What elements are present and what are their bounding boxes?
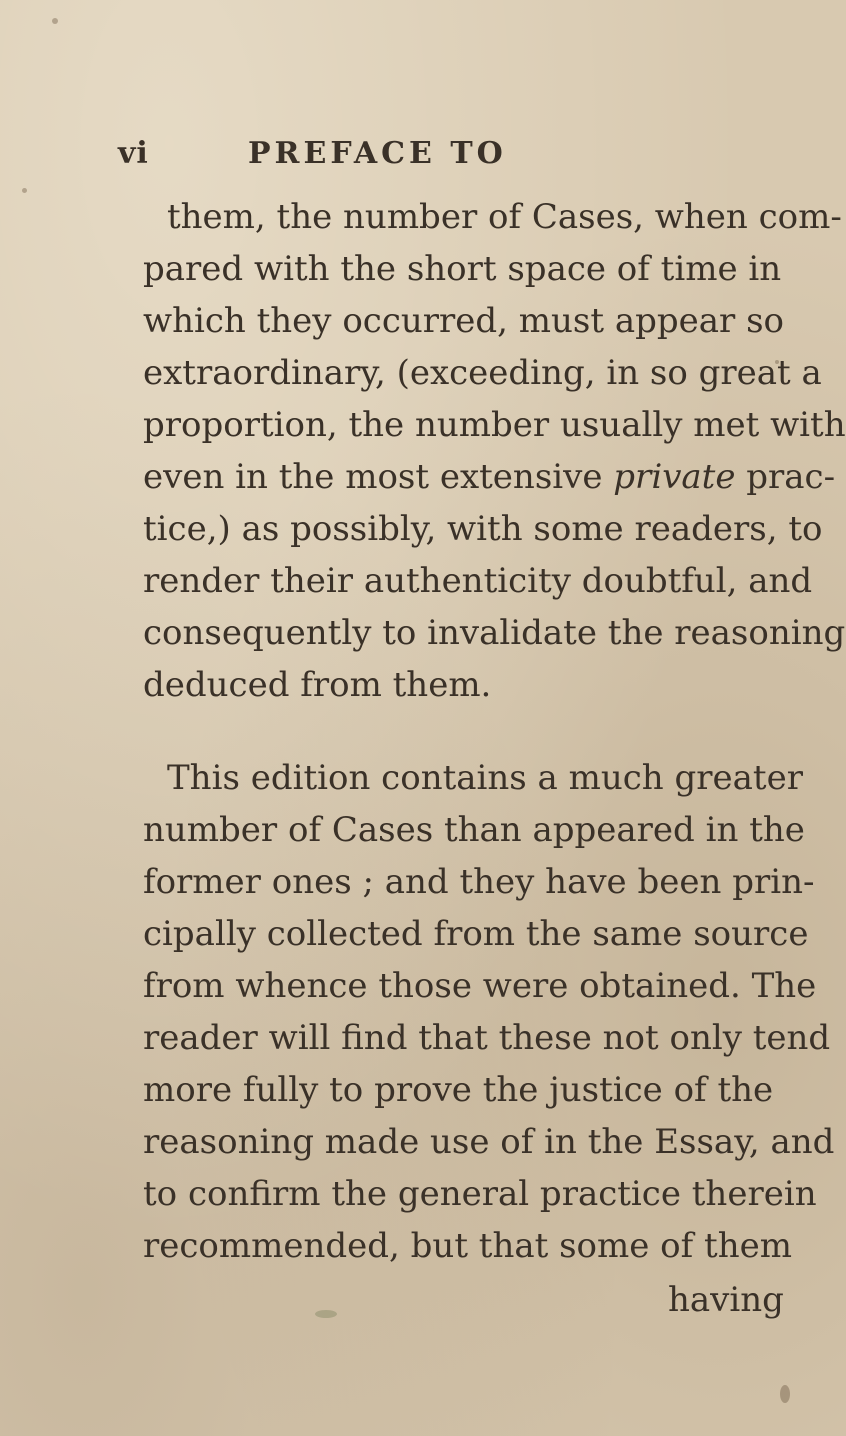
catchword: having <box>668 1280 784 1320</box>
text-line: reasoning made use of in the Essay, and <box>143 1122 835 1162</box>
text-line: them, the number of Cases, when com- <box>167 197 842 237</box>
text-line: even in the most extensive private prac- <box>143 457 836 497</box>
foxing-spot <box>780 1385 790 1403</box>
running-head: PREFACE TO <box>248 136 507 171</box>
text-line: pared with the short space of time in <box>143 249 782 289</box>
text-line: cipally collected from the same source <box>143 914 809 954</box>
text-line: from whence those were obtained. The <box>143 966 817 1006</box>
text-line: number of Cases than appeared in the <box>143 810 805 850</box>
text-line: recommended, but that some of them <box>143 1226 792 1266</box>
page-header <box>118 136 578 176</box>
text-line: reader will find that these not only tend <box>143 1018 831 1058</box>
foxing-spot <box>315 1310 337 1318</box>
text-line: tice,) as possibly, with some readers, to <box>143 509 823 549</box>
foxing-spot <box>775 360 779 364</box>
text-line: more fully to prove the justice of the <box>143 1070 774 1110</box>
foxing-spot <box>52 18 58 24</box>
text-line: render their authenticity doubtful, and <box>143 561 813 601</box>
text-line: proportion, the number usually met with <box>143 405 846 445</box>
text-line: deduced from them. <box>143 665 492 705</box>
text-line: consequently to invalidate the reasoning <box>143 613 846 653</box>
foxing-spot <box>22 188 27 193</box>
text-line: This edition contains a much greater <box>167 758 803 798</box>
text-line: former ones ; and they have been prin- <box>143 862 815 902</box>
italic-word: private <box>613 457 736 497</box>
page-number: vi <box>118 136 149 171</box>
text-line: to confirm the general practice therein <box>143 1174 817 1214</box>
text-line: which they occurred, must appear so <box>143 301 785 341</box>
text-line: extraordinary, (exceeding, in so great a <box>143 353 822 393</box>
